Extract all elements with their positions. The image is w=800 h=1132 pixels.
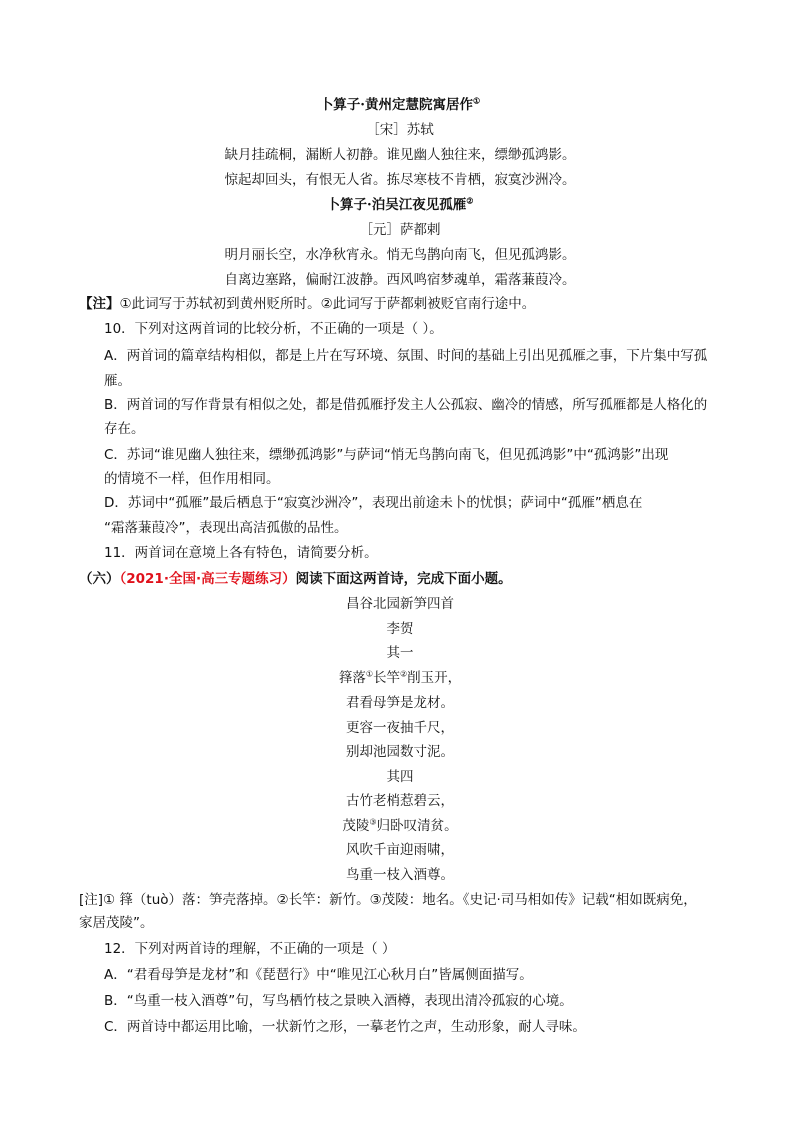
q11-stem: 11．两首词在意境上各有特色，请简要分析。 <box>104 545 378 561</box>
poem1-title <box>0 95 800 115</box>
section6-number: （六） <box>79 571 120 587</box>
poem2-title-text: 卜算子·泊吴江夜见孤雁 <box>326 197 467 213</box>
q12-option-b: B．“鸟重一枝入酒尊”句，写鸟栖竹枝之景映入酒樽，表现出清冷孤寂的心境。 <box>104 993 573 1009</box>
section6-source: （2021·全国·高三专题练习） <box>119 571 296 587</box>
poem3-note-mark: ③ <box>369 817 377 827</box>
poem3-text: 削玉开， <box>407 670 462 686</box>
q10-option-b: B．两首词的写作背景有相似之处，都是借孤雁抒发主人公孤寂、幽冷的情感，所写孤雁都是人格化的 <box>104 397 708 413</box>
poem3-title: 昌谷北园新笋四首 <box>346 596 454 612</box>
section6-instruction: 阅读下面这两首诗，完成下面小题。 <box>295 571 512 587</box>
q10-option-d: D．苏词中“孤雁”最后栖息于“寂寞沙洲冷”，表现出前途未卜的忧惧；萨词中“孤雁”栖息在 <box>104 495 643 511</box>
poem3-text: 箨落 <box>338 670 366 686</box>
poem3-note-mark: ② <box>400 669 408 679</box>
poem3-line: 古竹老梢惹碧云， <box>346 793 454 809</box>
note1-label: 【注】 <box>79 296 120 312</box>
poem3-line: 别却池园数寸泥。 <box>346 744 454 760</box>
poem1-title-text: 卜算子·黄州定慧院寓居作 <box>319 97 474 113</box>
note2-line: [注]① 箨（tuò）落：笋壳落掉。②长竿：新竹。③茂陵：地名。《史记·司马相如传》记载“相如既病免， <box>79 892 697 908</box>
poem3-text: 归卧叹清贫。 <box>376 818 458 834</box>
q10-option-c: C．苏词“谁见幽人独往来，缥缈孤鸿影”与萨词“悄无鸟鹊向南飞，但见孤鸿影”中“孤鸿影”出现 <box>104 447 669 463</box>
note1 <box>79 294 535 314</box>
poem3-line <box>0 816 800 836</box>
q10-option-c-cont: 的情境不一样，但作用相同。 <box>104 471 280 487</box>
poem3-note-mark: ① <box>365 669 373 679</box>
poem1-author: ［宋］苏轼 <box>366 122 434 138</box>
poem3-part1-label: 其一 <box>386 645 414 661</box>
note1-text: ①此词写于苏轼初到黄州贬所时。②此词写于萨都剌被贬官南行途中。 <box>119 296 536 312</box>
poem3-line: 更容一夜抽千尺， <box>346 720 454 736</box>
q10-option-a: A．两首词的篇章结构相似，都是上片在写环境、氛围、时间的基础上引出见孤雁之事，下片集中写孤 <box>104 348 708 364</box>
poem2-line: 明月丽长空，水净秋宵永。悄无鸟鹊向南飞，但见孤鸿影。 <box>224 247 576 263</box>
poem2-title-note: ② <box>466 195 474 206</box>
q10-option-a-cont: 雁。 <box>104 373 131 389</box>
q12-stem: 12．下列对两首诗的理解，不正确的一项是（ ） <box>104 941 396 957</box>
poem1-title-note: ① <box>473 95 481 106</box>
poem3-text: 长竿 <box>373 670 400 686</box>
q10-stem: 10．下列对这两首词的比较分析，不正确的一项是（ ）。 <box>104 321 443 337</box>
poem1-line: 缺月挂疏桐，漏断人初静。谁见幽人独往来，缥缈孤鸿影。 <box>224 147 576 163</box>
poem1-line: 惊起却回头，有恨无人省。拣尽寒枝不肯栖，寂寞沙洲冷。 <box>224 172 576 188</box>
poem3-author: 李贺 <box>386 621 414 637</box>
poem3-line: 鸟重一枝入酒尊。 <box>346 867 454 883</box>
poem2-title <box>0 195 800 215</box>
q10-option-b-cont: 存在。 <box>104 421 145 437</box>
q12-option-c: C．两首诗中都运用比喻，一状新竹之形，一摹老竹之声，生动形象，耐人寻味。 <box>104 1019 586 1035</box>
q12-option-a: A．“君看母笋是龙材”和《琵琶行》中“唯见江心秋月白”皆属侧面描写。 <box>104 967 533 983</box>
note2-line-cont: 家居茂陵”。 <box>79 915 154 931</box>
q10-option-d-cont: “霜落蒹葭冷”，表现出高洁孤傲的品性。 <box>104 520 348 536</box>
poem3-part4-label: 其四 <box>386 769 414 785</box>
poem3-line <box>0 668 800 688</box>
poem3-line: 君看母笋是龙材。 <box>346 695 454 711</box>
poem3-text: 茂陵 <box>342 818 370 834</box>
poem2-author: ［元］萨都剌 <box>359 222 441 238</box>
poem3-line: 风吹千亩迎雨啸， <box>346 842 454 858</box>
poem2-line: 自离边塞路，偏耐江波静。西风鸣宿梦魂单，霜落蒹葭冷。 <box>224 272 576 288</box>
section6-header <box>79 569 512 589</box>
